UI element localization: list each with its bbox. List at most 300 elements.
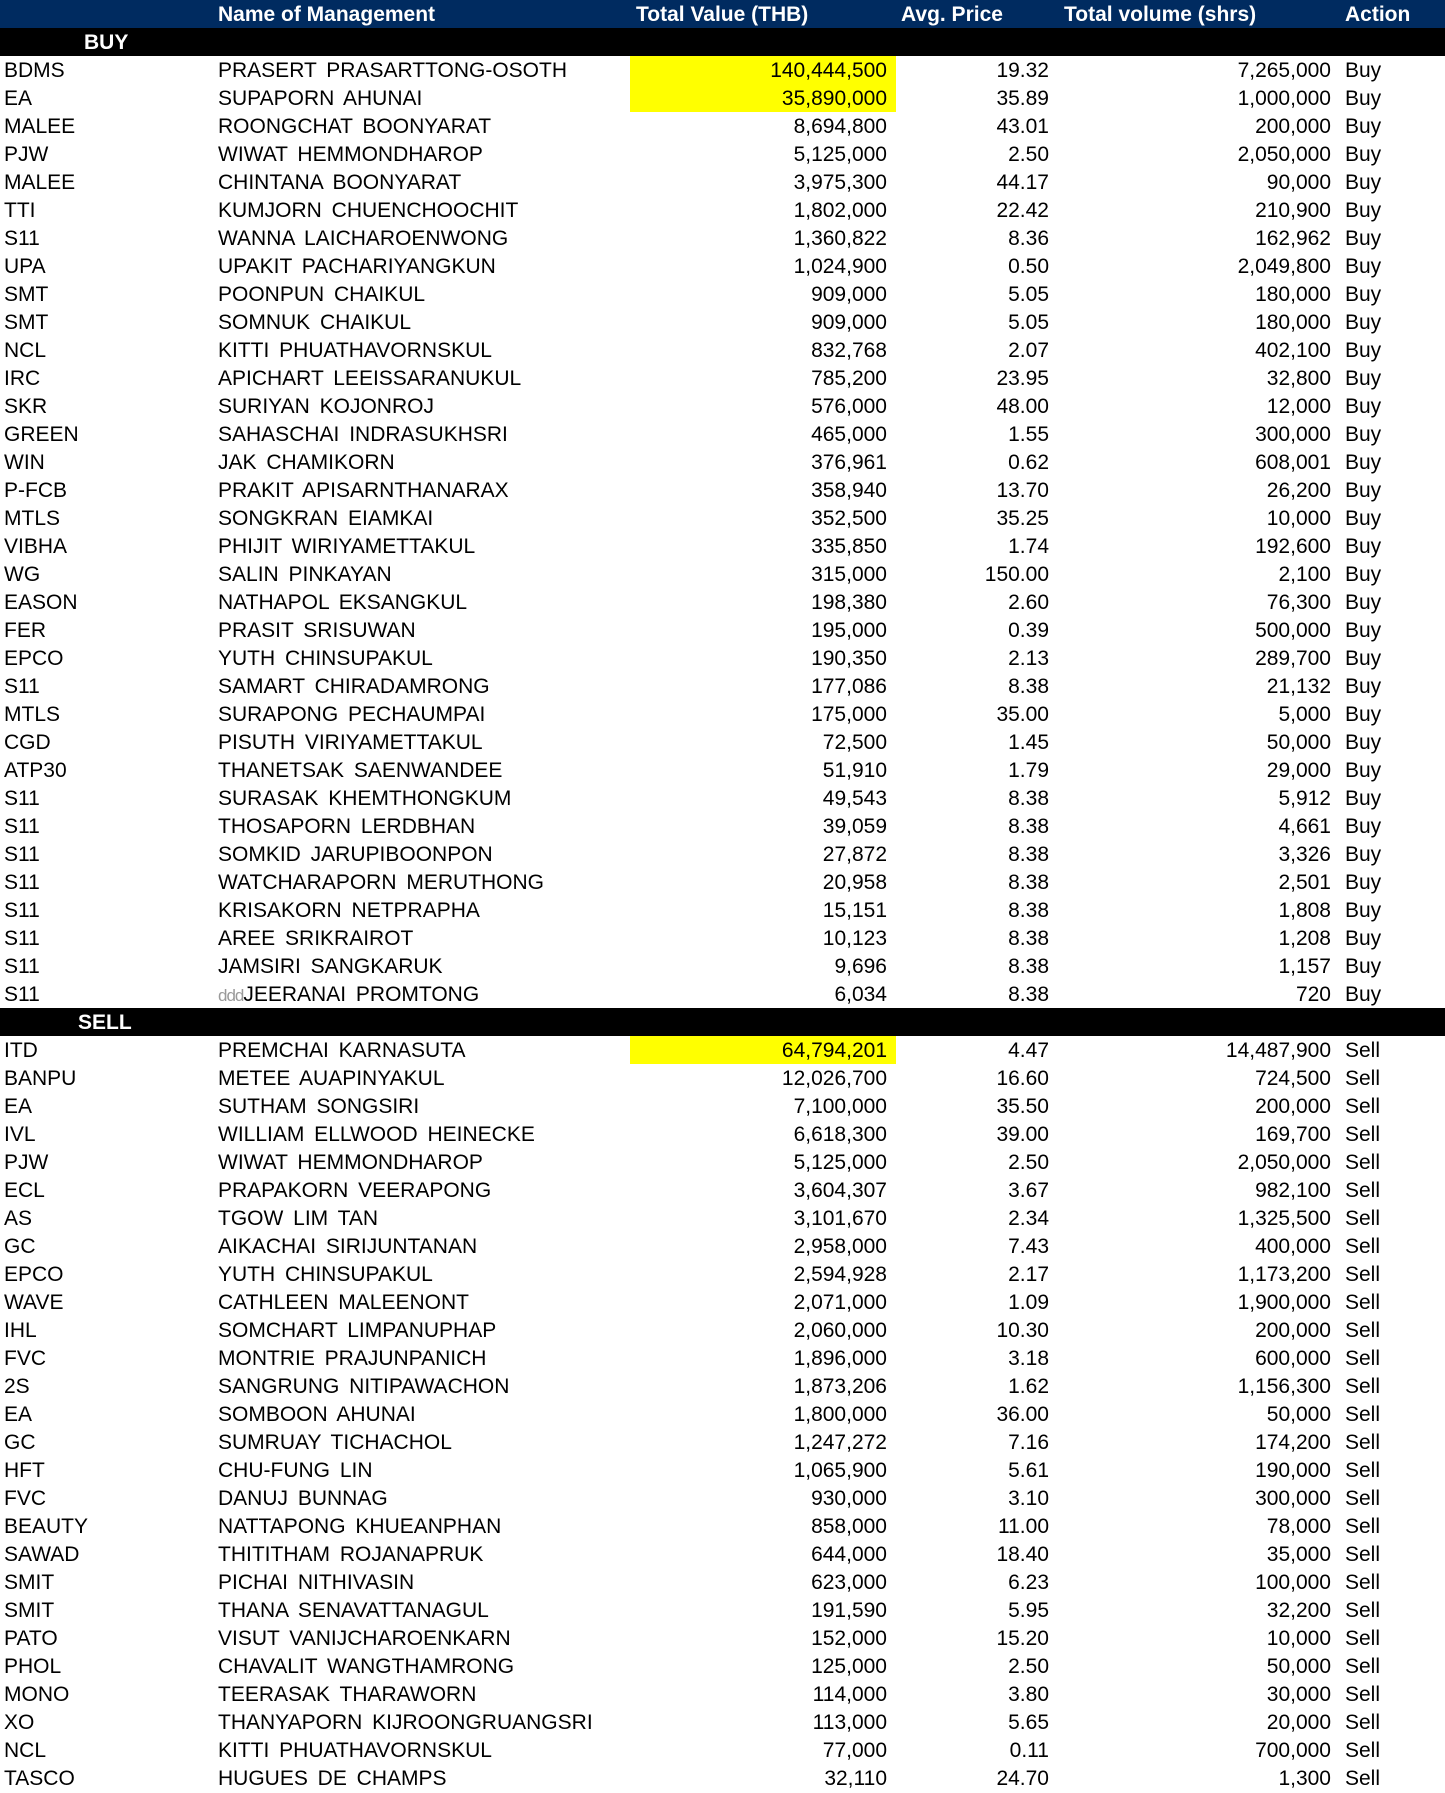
price-cell: 5.65: [1008, 1711, 1049, 1734]
price-cell: 8.38: [1008, 843, 1049, 866]
action-cell: Buy: [1345, 955, 1382, 978]
symbol-cell: S11: [4, 787, 40, 810]
symbol-cell: S11: [4, 955, 40, 978]
name-text: CHAVALIT WANGTHAMRONG: [218, 1655, 515, 1678]
volume-cell: 2,050,000: [1237, 1151, 1331, 1174]
table-row: [0, 392, 1445, 420]
symbol-cell: ECL: [4, 1179, 45, 1202]
value-cell: 623,000: [811, 1571, 887, 1594]
action-cell: Sell: [1345, 1235, 1381, 1258]
action-cell: Sell: [1345, 1347, 1381, 1370]
price-cell: 5.05: [1008, 311, 1049, 334]
price-cell: 2.07: [1008, 339, 1049, 362]
name-cell: [218, 171, 461, 195]
action-cell: Buy: [1345, 423, 1382, 446]
action-cell: Buy: [1345, 983, 1382, 1006]
symbol-cell: GREEN: [4, 423, 79, 446]
volume-cell: 14,487,900: [1225, 1039, 1331, 1062]
value-cell: 198,380: [811, 591, 887, 614]
price-cell: 8.38: [1008, 787, 1049, 810]
table-row: [0, 1764, 1445, 1792]
table-row: [0, 1400, 1445, 1428]
table-row: [0, 1456, 1445, 1484]
action-cell: Buy: [1345, 507, 1382, 530]
table-row: [0, 168, 1445, 196]
price-cell: 18.40: [996, 1543, 1049, 1566]
price-cell: 44.17: [996, 171, 1049, 194]
name-text: ROONGCHAT BOONYARAT: [218, 115, 492, 138]
table-row: [0, 1652, 1445, 1680]
action-cell: Sell: [1345, 1375, 1381, 1398]
volume-cell: 32,200: [1266, 1599, 1331, 1622]
volume-cell: 982,100: [1255, 1179, 1331, 1202]
value-cell: 2,060,000: [793, 1319, 887, 1342]
price-cell: 6.23: [1008, 1571, 1049, 1594]
price-cell: 2.17: [1008, 1263, 1049, 1286]
name-text: THANETSAK SAENWANDEE: [218, 759, 503, 782]
value-cell: 858,000: [811, 1515, 887, 1538]
volume-cell: 300,000: [1255, 1487, 1331, 1510]
value-cell: 909,000: [811, 283, 887, 306]
price-cell: 5.61: [1008, 1459, 1049, 1482]
value-cell: 930,000: [811, 1487, 887, 1510]
name-cell: [218, 227, 508, 251]
name-cell: [218, 955, 443, 979]
table-row: [0, 1736, 1445, 1764]
value-cell: 376,961: [811, 451, 887, 474]
volume-cell: 1,900,000: [1237, 1291, 1331, 1314]
volume-cell: 10,000: [1266, 507, 1331, 530]
name-text: WIWAT HEMMONDHAROP: [218, 143, 483, 166]
table-row: [0, 280, 1445, 308]
table-row: [0, 1260, 1445, 1288]
symbol-cell: WG: [4, 563, 41, 586]
name-text: AIKACHAI SIRIJUNTANAN: [218, 1235, 478, 1258]
name-cell: [218, 255, 496, 279]
name-cell: [218, 815, 475, 839]
volume-cell: 608,001: [1255, 451, 1331, 474]
volume-cell: 300,000: [1255, 423, 1331, 446]
table-row: [0, 1036, 1445, 1064]
volume-cell: 1,808: [1278, 899, 1331, 922]
name-cell: [218, 1543, 483, 1567]
name-text: DANUJ BUNNAG: [218, 1487, 388, 1510]
price-cell: 1.09: [1008, 1291, 1049, 1314]
action-cell: Sell: [1345, 1431, 1381, 1454]
table-row: [0, 1624, 1445, 1652]
value-cell: 7,100,000: [793, 1095, 887, 1118]
volume-cell: 190,000: [1255, 1459, 1331, 1482]
name-cell: [218, 647, 433, 671]
name-text: PICHAI NITHIVASIN: [218, 1571, 415, 1594]
symbol-cell: ATP30: [4, 759, 67, 782]
header-name: Name of Management: [218, 3, 436, 26]
header-value: Total Value (THB): [636, 3, 809, 26]
name-text: SAMART CHIRADAMRONG: [218, 675, 490, 698]
name-cell: [218, 1263, 433, 1287]
action-cell: Sell: [1345, 1291, 1381, 1314]
price-cell: 5.05: [1008, 283, 1049, 306]
action-cell: Buy: [1345, 591, 1382, 614]
table-row: [0, 1092, 1445, 1120]
name-text: NATHAPOL EKSANGKUL: [218, 591, 468, 614]
table-row: [0, 644, 1445, 672]
name-text: SUMRUAY TICHACHOL: [218, 1431, 452, 1454]
table-row: [0, 1344, 1445, 1372]
symbol-cell: IHL: [4, 1319, 37, 1342]
price-cell: 15.20: [996, 1627, 1049, 1650]
symbol-cell: PHOL: [4, 1655, 62, 1678]
table-row: [0, 252, 1445, 280]
name-text: UPAKIT PACHARIYANGKUN: [218, 255, 496, 278]
action-cell: Buy: [1345, 255, 1382, 278]
name-text: THANYAPORN KIJROONGRUANGSRI: [218, 1711, 593, 1734]
name-cell: [218, 59, 567, 83]
name-text: PRAKIT APISARNTHANARAX: [218, 479, 509, 502]
value-cell: 6,618,300: [793, 1123, 887, 1146]
name-text: CHU-FUNG LIN: [218, 1459, 373, 1482]
action-cell: Sell: [1345, 1151, 1381, 1174]
value-cell: 1,024,900: [793, 255, 887, 278]
symbol-cell: XO: [4, 1711, 35, 1734]
table-row: [0, 980, 1445, 1008]
volume-cell: 192,600: [1255, 535, 1331, 558]
volume-cell: 4,661: [1278, 815, 1331, 838]
name-cell: [218, 1291, 469, 1315]
name-cell: [218, 1599, 489, 1623]
symbol-cell: SMT: [4, 283, 49, 306]
action-cell: Buy: [1345, 759, 1382, 782]
value-cell: 140,444,500: [770, 59, 887, 82]
value-cell: 177,086: [811, 675, 887, 698]
table-row: [0, 672, 1445, 700]
table-row: [0, 728, 1445, 756]
volume-cell: 50,000: [1266, 731, 1331, 754]
value-cell: 3,604,307: [793, 1179, 887, 1202]
action-cell: Sell: [1345, 1487, 1381, 1510]
table-row: [0, 532, 1445, 560]
symbol-cell: EA: [4, 1095, 33, 1118]
value-cell: 1,896,000: [793, 1347, 887, 1370]
volume-cell: 100,000: [1255, 1571, 1331, 1594]
name-cell: [218, 1739, 492, 1763]
name-cell: [218, 1683, 476, 1707]
value-cell: 5,125,000: [793, 1151, 887, 1174]
name-text: PRASIT SRISUWAN: [218, 619, 416, 642]
name-cell: [218, 1459, 373, 1483]
table-row: [0, 616, 1445, 644]
table-row: [0, 1708, 1445, 1736]
volume-cell: 210,900: [1255, 199, 1331, 222]
name-text: MONTRIE PRAJUNPANICH: [218, 1347, 487, 1370]
table-row: [0, 840, 1445, 868]
symbol-cell: TASCO: [4, 1767, 75, 1790]
price-cell: 24.70: [996, 1767, 1049, 1790]
volume-cell: 2,049,800: [1237, 255, 1331, 278]
volume-cell: 5,912: [1278, 787, 1331, 810]
volume-cell: 169,700: [1255, 1123, 1331, 1146]
table-row: [0, 196, 1445, 224]
symbol-cell: PJW: [4, 143, 49, 166]
volume-cell: 78,000: [1266, 1515, 1331, 1538]
name-cell: [218, 1095, 419, 1119]
symbol-cell: CGD: [4, 731, 51, 754]
name-text: PRAPAKORN VEERAPONG: [218, 1179, 492, 1202]
symbol-cell: UPA: [4, 255, 46, 278]
table-row: [0, 1288, 1445, 1316]
name-text: KUMJORN CHUENCHOOCHIT: [218, 199, 519, 222]
action-cell: Buy: [1345, 535, 1382, 558]
value-cell: 1,065,900: [793, 1459, 887, 1482]
volume-cell: 180,000: [1255, 283, 1331, 306]
value-cell: 1,800,000: [793, 1403, 887, 1426]
action-cell: Buy: [1345, 871, 1382, 894]
price-cell: 3.80: [1008, 1683, 1049, 1706]
price-cell: 8.38: [1008, 815, 1049, 838]
value-cell: 3,101,670: [793, 1207, 887, 1230]
price-cell: 2.13: [1008, 647, 1049, 670]
symbol-cell: EASON: [4, 591, 78, 614]
volume-cell: 600,000: [1255, 1347, 1331, 1370]
action-cell: Sell: [1345, 1067, 1381, 1090]
symbol-cell: EA: [4, 87, 33, 110]
action-cell: Sell: [1345, 1515, 1381, 1538]
price-cell: 2.60: [1008, 591, 1049, 614]
table-row: [0, 504, 1445, 532]
name-cell: [218, 283, 425, 307]
symbol-cell: EA: [4, 1403, 33, 1426]
value-cell: 125,000: [811, 1655, 887, 1678]
symbol-cell: GC: [4, 1431, 36, 1454]
name-cell: [218, 1627, 511, 1651]
name-text: JAMSIRI SANGKARUK: [218, 955, 443, 978]
value-cell: 114,000: [812, 1683, 887, 1706]
value-cell: 152,000: [811, 1627, 887, 1650]
symbol-cell: MTLS: [4, 703, 61, 726]
table-row: [0, 1148, 1445, 1176]
value-cell: 1,802,000: [793, 199, 887, 222]
symbol-cell: S11: [4, 927, 40, 950]
table-row: [0, 84, 1445, 112]
symbol-cell: S11: [4, 815, 40, 838]
price-cell: 35.50: [996, 1095, 1049, 1118]
symbol-cell: SMIT: [4, 1571, 55, 1594]
volume-cell: 3,326: [1278, 843, 1331, 866]
name-cell: [218, 1347, 486, 1371]
price-cell: 2.50: [1008, 143, 1049, 166]
symbol-cell: SMIT: [4, 1599, 55, 1622]
name-text: SANGRUNG NITIPAWACHON: [218, 1375, 510, 1398]
value-cell: 8,694,800: [793, 115, 887, 138]
sell-section-label: SELL: [78, 1011, 132, 1034]
table-row: [0, 1512, 1445, 1540]
symbol-cell: IVL: [4, 1123, 36, 1146]
action-cell: Buy: [1345, 311, 1382, 334]
price-cell: 7.43: [1008, 1235, 1049, 1258]
name-cell: [218, 983, 479, 1007]
action-cell: Sell: [1345, 1179, 1381, 1202]
name-cell: [218, 759, 502, 783]
action-cell: Buy: [1345, 815, 1382, 838]
value-cell: 191,590: [811, 1599, 887, 1622]
symbol-cell: TTI: [4, 199, 36, 222]
buy-section-label: BUY: [84, 31, 129, 54]
price-cell: 36.00: [996, 1403, 1049, 1426]
value-cell: 909,000: [811, 311, 887, 334]
action-cell: Sell: [1345, 1263, 1381, 1286]
value-cell: 3,975,300: [793, 171, 887, 194]
name-text: WILLIAM ELLWOOD HEINECKE: [218, 1123, 535, 1146]
volume-cell: 26,200: [1266, 479, 1331, 502]
name-cell: [218, 199, 518, 223]
volume-cell: 1,157: [1278, 955, 1331, 978]
symbol-cell: FVC: [4, 1347, 46, 1370]
value-cell: 2,071,000: [793, 1291, 887, 1314]
symbol-cell: S11: [4, 843, 40, 866]
name-text: THANA SENAVATTANAGUL: [218, 1599, 489, 1622]
table-row: [0, 784, 1445, 812]
price-cell: 48.00: [996, 395, 1049, 418]
name-cell: [218, 871, 544, 895]
name-cell: [218, 1375, 509, 1399]
symbol-cell: PJW: [4, 1151, 49, 1174]
symbol-cell: BANPU: [4, 1067, 77, 1090]
name-text: JEERANAI PROMTONG: [243, 983, 480, 1006]
volume-cell: 174,200: [1255, 1431, 1331, 1454]
symbol-cell: MONO: [4, 1683, 70, 1706]
action-cell: Buy: [1345, 87, 1382, 110]
value-cell: 5,125,000: [793, 143, 887, 166]
symbol-cell: S11: [4, 899, 40, 922]
name-cell: [218, 1151, 483, 1175]
name-text: SURAPONG PECHAUMPAI: [218, 703, 486, 726]
volume-cell: 30,000: [1266, 1683, 1331, 1706]
name-cell: [218, 1655, 514, 1679]
action-cell: Sell: [1345, 1319, 1381, 1342]
value-cell: 6,034: [834, 983, 887, 1006]
price-cell: 13.70: [996, 479, 1049, 502]
symbol-cell: MTLS: [4, 507, 61, 530]
table-row: [0, 812, 1445, 840]
action-cell: Sell: [1345, 1627, 1381, 1650]
action-cell: Sell: [1345, 1767, 1381, 1790]
symbol-cell: S11: [4, 983, 40, 1006]
table-row: [0, 868, 1445, 896]
volume-cell: 35,000: [1266, 1543, 1331, 1566]
action-cell: Buy: [1345, 927, 1382, 950]
price-cell: 11.00: [998, 1515, 1049, 1538]
value-cell: 335,850: [811, 535, 887, 558]
value-cell: 10,123: [822, 927, 887, 950]
action-cell: Buy: [1345, 787, 1382, 810]
action-cell: Buy: [1345, 367, 1382, 390]
value-cell: 49,543: [822, 787, 887, 810]
name-cell: [218, 87, 422, 111]
volume-cell: 162,962: [1255, 227, 1331, 250]
value-cell: 1,247,272: [793, 1431, 887, 1454]
symbol-cell: SAWAD: [4, 1543, 80, 1566]
symbol-cell: SMT: [4, 311, 49, 334]
value-cell: 12,026,700: [781, 1067, 887, 1090]
name-text: SURASAK KHEMTHONGKUM: [218, 787, 512, 810]
symbol-cell: MALEE: [4, 115, 76, 138]
symbol-cell: FER: [4, 619, 46, 642]
price-cell: 8.38: [1008, 927, 1049, 950]
price-cell: 22.42: [996, 199, 1049, 222]
name-text: NATTAPONG KHUEANPHAN: [218, 1515, 502, 1538]
value-cell: 1,360,822: [793, 227, 887, 250]
volume-cell: 7,265,000: [1237, 59, 1331, 82]
price-cell: 1.45: [1008, 731, 1049, 754]
price-cell: 8.38: [1008, 871, 1049, 894]
volume-cell: 90,000: [1266, 171, 1331, 194]
action-cell: Sell: [1345, 1655, 1381, 1678]
volume-cell: 21,132: [1266, 675, 1331, 698]
value-cell: 315,000: [811, 563, 887, 586]
name-cell: [218, 1487, 388, 1511]
table-row: [0, 112, 1445, 140]
name-text: PISUTH VIRIYAMETTAKUL: [218, 731, 483, 754]
table-row: [0, 1680, 1445, 1708]
volume-cell: 20,000: [1266, 1711, 1331, 1734]
value-cell: 190,350: [811, 647, 887, 670]
value-cell: 785,200: [811, 367, 887, 390]
name-cell: [218, 591, 467, 615]
table-row: [0, 1540, 1445, 1568]
action-cell: Buy: [1345, 339, 1382, 362]
name-text: KRISAKORN NETPRAPHA: [218, 899, 480, 922]
volume-cell: 400,000: [1255, 1235, 1331, 1258]
value-cell: 195,000: [811, 619, 887, 642]
name-cell: [218, 619, 416, 643]
name-text: TEERASAK THARAWORN: [218, 1683, 477, 1706]
price-cell: 0.11: [1009, 1739, 1049, 1762]
volume-cell: 720: [1295, 983, 1331, 1006]
name-cell: [218, 1571, 414, 1595]
volume-cell: 5,000: [1278, 703, 1331, 726]
table-row: [0, 140, 1445, 168]
price-cell: 19.32: [996, 59, 1049, 82]
action-cell: Buy: [1345, 143, 1382, 166]
action-cell: Sell: [1345, 1739, 1381, 1762]
volume-cell: 200,000: [1255, 115, 1331, 138]
price-cell: 8.38: [1008, 955, 1049, 978]
symbol-cell: 2S: [4, 1375, 30, 1398]
table-row: [0, 1204, 1445, 1232]
price-cell: 39.00: [996, 1123, 1049, 1146]
action-cell: Buy: [1345, 703, 1382, 726]
value-cell: 35,890,000: [781, 87, 887, 110]
value-cell: 1,873,206: [793, 1375, 887, 1398]
symbol-cell: EPCO: [4, 1263, 64, 1286]
symbol-cell: IRC: [4, 367, 41, 390]
table-row: [0, 756, 1445, 784]
symbol-cell: ITD: [4, 1039, 38, 1062]
header-volume: Total volume (shrs): [1064, 3, 1257, 26]
name-text: POONPUN CHAIKUL: [218, 283, 426, 306]
price-cell: 3.10: [1008, 1487, 1049, 1510]
value-cell: 77,000: [822, 1739, 887, 1762]
action-cell: Buy: [1345, 451, 1382, 474]
price-cell: 7.16: [1008, 1431, 1049, 1454]
action-cell: Buy: [1345, 647, 1382, 670]
action-cell: Sell: [1345, 1403, 1381, 1426]
name-cell: [218, 1179, 491, 1203]
symbol-cell: MALEE: [4, 171, 76, 194]
table-row: [0, 560, 1445, 588]
symbol-cell: WAVE: [4, 1291, 64, 1314]
value-cell: 2,958,000: [793, 1235, 887, 1258]
